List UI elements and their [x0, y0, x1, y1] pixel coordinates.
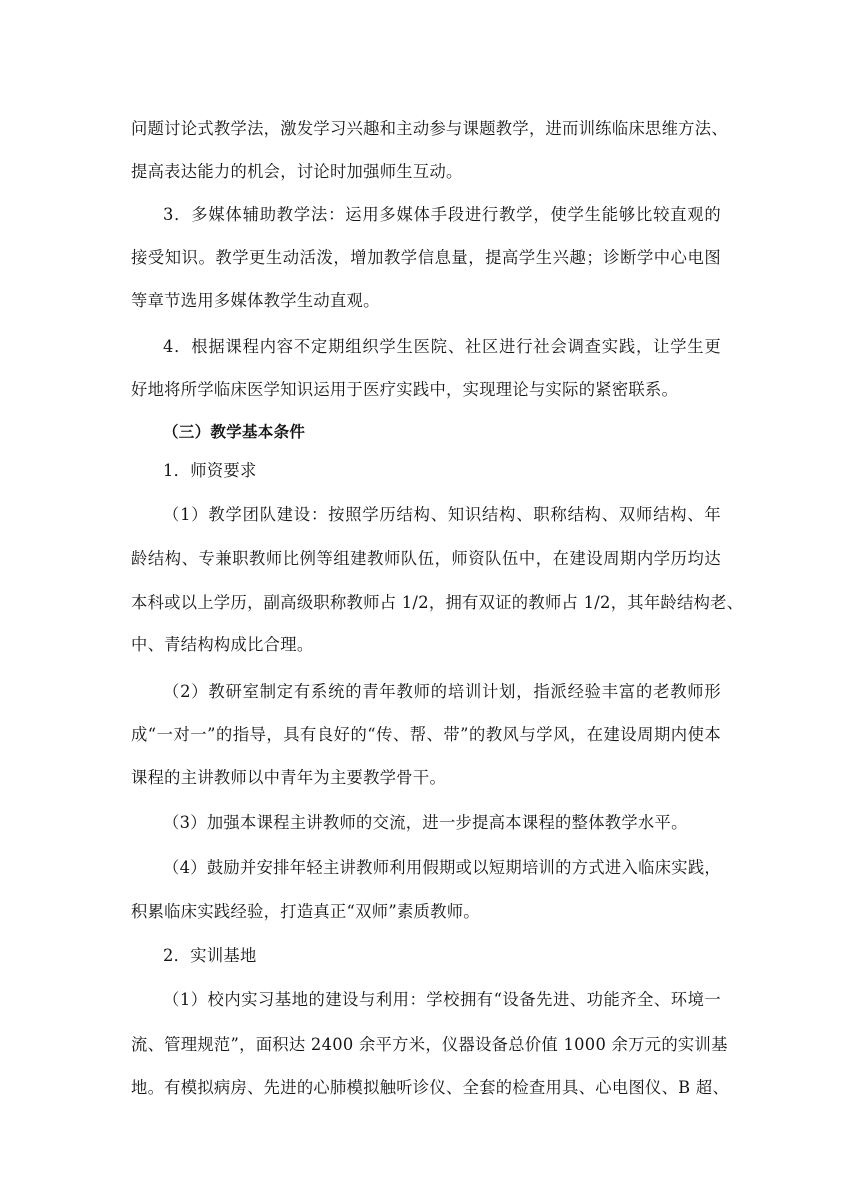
- text-line: 问题讨论式教学法，激发学习兴趣和主动参与课题教学，进而训练临床思维方法、: [131, 119, 728, 138]
- text-line: （2）教研室制定有系统的青年教师的培训计划，指派经验丰富的老教师形: [163, 682, 721, 701]
- text-line: 好地将所学临床医学知识运用于医疗实践中，实现理论与实际的紧密联系。: [131, 380, 679, 399]
- text-line: 地。有模拟病房、先进的心肺模拟触听诊仪、全套的检查用具、心电图仪、B 超、: [131, 1078, 730, 1097]
- text-line: （1）教学团队建设：按照学历结构、知识结构、职称结构、双师结构、年: [163, 505, 721, 524]
- text-line: 等章节选用多媒体教学生动直观。: [131, 291, 380, 310]
- text-line: （1）校内实习基地的建设与利用：学校拥有“设备先进、功能齐全、环境一: [163, 990, 721, 1009]
- text-line: 本科或以上学历，副高级职称教师占 1/2，拥有双证的教师占 1/2，其年龄结构老、: [131, 593, 744, 612]
- text-line: （4）鼓励并安排年轻主讲教师利用假期或以短期培训的方式进入临床实践，: [163, 858, 721, 877]
- text-line: 3．多媒体辅助教学法：运用多媒体手段进行教学，使学生能够比较直观的: [163, 205, 721, 224]
- section-heading-text: （三）教学基本条件: [163, 423, 306, 441]
- text-line: 流、管理规范”，面积达 2400 余平方米，仪器设备总价值 1000 余万元的实训基: [131, 1035, 728, 1054]
- text-line: 中、青结构构成比合理。: [131, 635, 314, 654]
- text-line: 龄结构、专兼职教师比例等组建教师队伍，师资队伍中，在建设周期内学历均达: [131, 549, 721, 568]
- text-line: （3）加强本课程主讲教师的交流，进一步提高本课程的整体教学水平。: [163, 813, 688, 832]
- subheading-text: 2．实训基地: [163, 946, 257, 965]
- text-line: 提高表达能力的机会，讨论时加强师生互动。: [131, 162, 463, 181]
- text-line: 4．根据课程内容不定期组织学生医院、社区进行社会调查实践，让学生更: [163, 337, 721, 356]
- subheading-text: 1．师资要求: [163, 461, 257, 480]
- text-line: 接受知识。教学更生动活泼，增加教学信息量，提高学生兴趣；诊断学中心电图: [131, 248, 721, 267]
- text-line: 积累临床实践经验，打造真正“双师”素质教师。: [131, 902, 480, 921]
- text-line: 课程的主讲教师以中青年为主要教学骨干。: [131, 768, 447, 787]
- text-line: 成“一对一”的指导，具有良好的“传、帮、带”的教风与学风，在建设周期内使本: [131, 725, 721, 744]
